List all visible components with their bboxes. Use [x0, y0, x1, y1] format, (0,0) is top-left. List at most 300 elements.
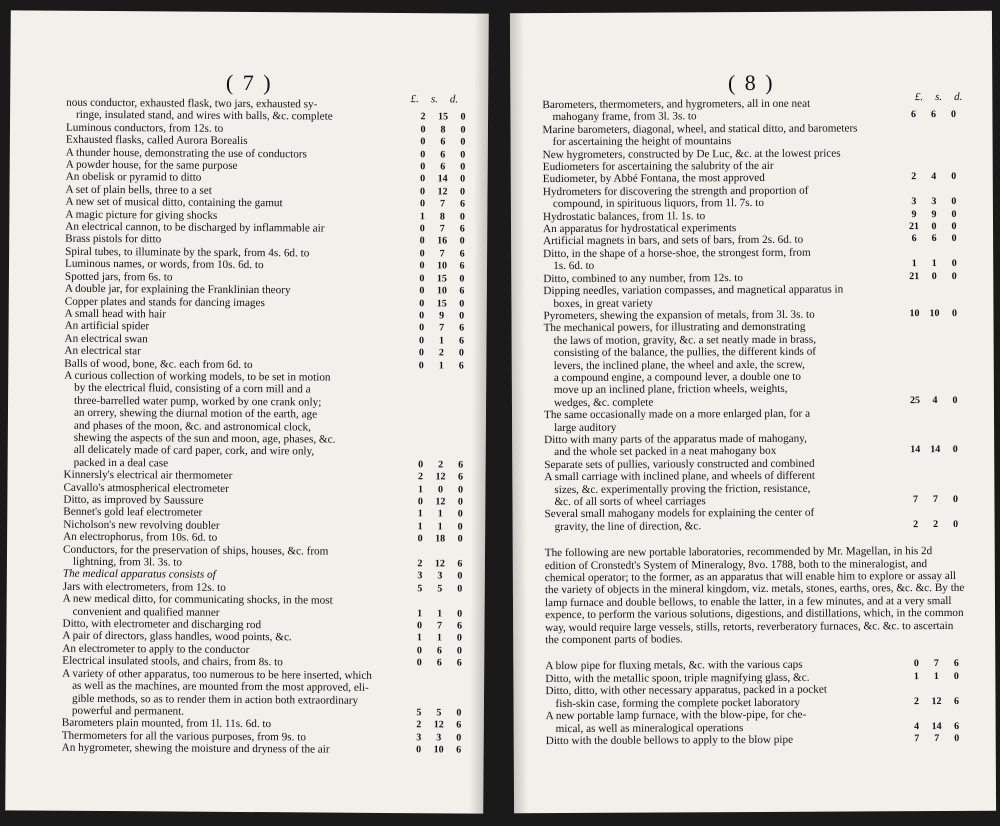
item-price [907, 519, 965, 532]
pence-value: 6 [459, 285, 465, 297]
description-line: An apparatus for hydrostatical experiments [543, 222, 737, 236]
item-price [411, 484, 469, 497]
pounds-value: 2 [416, 719, 422, 731]
pounds-value: 0 [416, 645, 422, 657]
description-line: A new portable lamp furnace, with the blow-pipe, for che- [545, 708, 807, 723]
pounds-value: 1 [913, 671, 919, 683]
description-line: compound, in spirituous liquors, from 1l. 7s. to [552, 197, 764, 211]
pence-value: 0 [460, 173, 466, 185]
item-price [905, 271, 963, 284]
pounds-value: 5 [416, 707, 422, 719]
page-number: ( 8 ) [727, 69, 775, 96]
pence-value: 0 [457, 521, 463, 533]
pence-value: 0 [456, 707, 462, 719]
item-price [413, 223, 471, 236]
description-line: Brass pistols for ditto [65, 233, 162, 246]
shillings-value: 7 [934, 732, 940, 744]
item-price [413, 198, 471, 211]
shillings-value: 1 [438, 359, 444, 371]
item-price [413, 236, 471, 249]
shillings-value: 7 [436, 620, 443, 632]
shillings-value: 3 [436, 732, 442, 744]
pence-value: 6 [954, 720, 960, 732]
description-line: nous conductor, exhausted flask, two jars, exhausted sy- [66, 96, 318, 111]
pence-value: 0 [457, 496, 463, 508]
description-line: Balls of wood, bone, &c. each from 6d. to [64, 357, 253, 371]
pence-value: 0 [459, 235, 465, 247]
pounds-value: 0 [416, 657, 422, 669]
item-price [413, 310, 471, 323]
pence-value: 0 [457, 608, 463, 620]
pence-value: 0 [460, 136, 466, 148]
pounds-value: 1 [419, 210, 425, 222]
item-description [546, 708, 908, 735]
list-item [63, 593, 469, 621]
shillings-value: 12 [435, 471, 446, 483]
list-item [542, 97, 962, 124]
pence-value: 6 [953, 695, 960, 707]
description-line: The medical apparatus consists of [62, 568, 216, 582]
description-line: An artificial spider [64, 320, 150, 333]
description-line: Ditto, combined to any number, from 12s. to [543, 271, 743, 285]
shillings-value: 7 [439, 198, 445, 210]
pence-value: 6 [458, 335, 465, 347]
description-line: and the whole set packed in a neat mahogany box [554, 445, 777, 459]
item-price [905, 233, 963, 246]
item-price [413, 248, 471, 261]
item-description [62, 742, 410, 757]
description-line: Conductors, for the preservation of ships, houses, &c. from [62, 543, 329, 558]
description-line: Copper plates and stands for dancing images [64, 295, 265, 309]
description-line: gravity, the line of direction, &c. [554, 520, 702, 533]
shillings-value: 6 [440, 136, 446, 148]
list-item [543, 283, 963, 310]
pence-value: 0 [951, 208, 957, 220]
pence-value: 0 [951, 233, 957, 245]
pence-header: d. [954, 90, 963, 103]
description-line: Separate sets of pullies, variously constructed and combined [544, 457, 815, 471]
pence-value: 0 [460, 124, 466, 136]
description-line: Kinnersly's electrical air thermometer [63, 468, 233, 483]
page-number: ( 7 ) [225, 69, 273, 96]
shillings-value: 14 [437, 173, 448, 185]
list-item [544, 469, 964, 508]
shillings-value: 1 [931, 258, 937, 270]
pence-value: 6 [456, 719, 462, 731]
pence-value: 0 [951, 196, 957, 208]
description-line: Bennet's gold leaf electrometer [63, 506, 203, 520]
shillings-value: 7 [439, 248, 445, 260]
pence-value: 0 [951, 307, 958, 319]
pounds-value: 2 [911, 171, 917, 183]
description-line: Eudiometer, by Abbé Fontana, the most approved [542, 172, 765, 186]
right-page [510, 11, 996, 814]
item-description [544, 469, 906, 508]
pence-value: 0 [951, 171, 957, 183]
description-line: A powder house, for the same purpose [65, 158, 238, 172]
item-price [908, 720, 966, 733]
description-line: the laws of motion, gravity, &c. a set neatly made in brass, [553, 333, 817, 347]
pence-value: 0 [459, 273, 465, 285]
pence-value: 0 [459, 211, 465, 223]
description-line: Nicholson's new revolving doubler [63, 518, 220, 532]
description-line: sizes, &c. experimentally proving the friction, resistance, [554, 482, 811, 496]
item-price [410, 657, 468, 670]
pounds-value: 0 [418, 458, 424, 471]
pence-value: 6 [459, 322, 465, 334]
description-line: as well as the machines, are mounted from the most approved, eli- [72, 679, 369, 694]
item-description [545, 507, 907, 534]
pounds-value: 0 [419, 297, 425, 309]
list-item [545, 683, 965, 710]
shillings-value: 3 [437, 570, 443, 582]
shillings-value: 12 [434, 558, 445, 570]
item-price [414, 112, 472, 125]
gutter-shadow [469, 14, 489, 814]
pence-value: 6 [457, 558, 463, 570]
pounds-value: 0 [420, 161, 426, 173]
shillings-value: 6 [440, 161, 446, 173]
pence-value: 6 [458, 360, 464, 372]
pounds-value: 3 [417, 570, 423, 582]
shillings-value: 6 [436, 645, 442, 657]
description-line: An electrical star [64, 344, 141, 358]
pence-value: 0 [951, 258, 957, 270]
pounds-value: 21 [909, 221, 920, 233]
item-price [905, 171, 963, 184]
description-line: all delicately made of card paper, cork, and wire only, [73, 444, 315, 458]
pounds-value: 2 [417, 558, 423, 570]
pounds-value: 1 [416, 632, 422, 644]
list-item [63, 543, 469, 571]
shillings-value: 7 [439, 223, 445, 235]
shillings-value: 10 [433, 744, 444, 756]
item-price [908, 733, 966, 746]
pounds-value: 0 [419, 235, 425, 247]
pence-value: 6 [459, 198, 465, 210]
item-price [410, 633, 468, 646]
shillings-value: 12 [433, 719, 444, 731]
description-line: mahogany frame, from 3l. 3s. to [552, 110, 697, 124]
shillings-value: 6 [930, 109, 936, 121]
item-price [410, 719, 468, 732]
description-line: An electrophorus, from 10s. 6d. to [63, 530, 218, 545]
description-line: Ditto with the double bellows to apply to the blow pipe [545, 733, 794, 747]
description-line: Spiral tubes, to illuminate by the spark, from 4s. 6d. to [65, 245, 310, 260]
shillings-value: 0 [437, 483, 444, 495]
description-line: Several small mahogany models for explaining the center of [544, 507, 815, 521]
pounds-value: 6 [911, 233, 917, 245]
shillings-value: 8 [439, 210, 445, 223]
price-list [62, 97, 473, 757]
item-price [412, 347, 470, 360]
shillings-value: 9 [931, 208, 937, 220]
pounds-value: 7 [914, 733, 920, 745]
description-line: An electrical swan [64, 332, 148, 346]
pounds-value: 0 [419, 248, 425, 260]
pounds-value: 1 [417, 521, 423, 533]
description-line: large auditory [554, 421, 617, 434]
pounds-value: 0 [419, 223, 425, 235]
item-price [414, 174, 472, 187]
item-price [411, 558, 469, 571]
item-price [413, 260, 471, 273]
shillings-value: 10 [436, 260, 448, 272]
item-price [414, 124, 472, 137]
pounds-value: 0 [418, 334, 425, 346]
shillings-value: 0 [931, 270, 937, 282]
pounds-value: 0 [419, 322, 425, 334]
description-line: Luminous conductors, from 12s. to [65, 121, 224, 135]
pence-value: 0 [952, 444, 958, 456]
item-price [907, 696, 965, 709]
pounds-value: 1 [417, 483, 424, 495]
pence-value: 0 [458, 347, 464, 359]
item-description [542, 122, 904, 149]
pounds-value: 1 [417, 607, 423, 619]
item-price [413, 322, 471, 335]
description-line: The same occasionally made on a more enlarged plan, for a [543, 407, 811, 422]
pounds-value: 0 [416, 620, 423, 632]
description-line: An electrical cannon, to be discharged by inflammable air [65, 220, 325, 235]
item-price [905, 196, 963, 209]
shillings-value: 3 [931, 196, 937, 208]
shillings-value: 18 [435, 533, 446, 545]
currency-header [915, 91, 963, 103]
description-line: a compound engine, a compound lever, a double one to [553, 370, 802, 384]
description-line: lightning, from 3l. 3s. to [72, 555, 183, 569]
pounds-value: 0 [418, 347, 424, 359]
list-item [64, 370, 471, 472]
description-line: A set of plain bells, three to a set [65, 183, 212, 197]
description-line: An obelisk or pyramid to ditto [65, 171, 202, 185]
description-line: and phases of the moon, &c. and astronomical clock, [73, 419, 311, 434]
pounds-value: 0 [419, 272, 425, 284]
item-price [411, 583, 469, 596]
item-price [412, 459, 470, 472]
item-price [413, 211, 471, 224]
item-price [413, 298, 471, 311]
laboratory-paragraph: The following are new portable laboratories, recommended by Mr. Magellan, in his 2d edition of Cronstedt's System of Mineralogy, 8vo. 1788, both to the mineralogist, and chemical operator; to the former, as an apparatus that will enable him to explore or assay all the variety of objects in the mineral kingdom, viz. metals, stones, earths, ores, &c. &c. By the lamp furnace and double bellows, to enable the latter, in a few minutes, and at a very small expence, to perform the various solutions, digestions, and distillations, which, in the common way, would require large vessels, stills, retorts, reverberatory furnaces, &c. &c. to ascertain the component parts of bodies. [544, 545, 965, 647]
shillings-header: s. [935, 91, 943, 104]
pounds-value: 7 [912, 494, 918, 506]
pence-value: 0 [953, 518, 959, 530]
pence-value: 6 [456, 620, 463, 632]
pence-value: 0 [460, 161, 466, 173]
description-line: Marine barometers, diagonal, wheel, and statical ditto, and barometers [542, 122, 858, 136]
description-line: A new medical ditto, for communicating shocks, in the most [62, 592, 333, 607]
pounds-value: 0 [420, 186, 426, 198]
item-price [414, 161, 472, 174]
list-item [546, 708, 966, 735]
shillings-value: 12 [931, 695, 942, 707]
shillings-value: 9 [439, 310, 445, 322]
description-line: An hygrometer, shewing the moisture and dryness of the air [61, 741, 330, 756]
pence-value: 6 [456, 657, 462, 669]
shillings-value: 6 [440, 148, 446, 161]
shillings-value: 12 [435, 496, 446, 508]
item-price [414, 136, 472, 149]
shillings-value: 15 [438, 111, 449, 123]
description-line: levers, the inclined plane, the wheel and axle, the screw, [553, 358, 805, 372]
pounds-value: 0 [420, 124, 426, 136]
description-line: consisting of the balance, the pullies, the different kinds of [553, 345, 817, 360]
item-price [411, 496, 469, 509]
list-item [62, 742, 468, 757]
item-description [543, 184, 905, 211]
shillings-value: 2 [438, 347, 444, 359]
pence-value: 6 [456, 744, 462, 756]
description-line: convenient and qualified manner [72, 605, 220, 619]
pounds-value: 0 [419, 310, 425, 322]
shillings-value: 7 [933, 658, 939, 670]
description-line: An electrometer to apply to the conductor [62, 642, 250, 656]
item-price [410, 707, 468, 720]
description-line: A small head with hair [64, 307, 167, 321]
description-line: Electrical insulated stools, and chairs, from 8s. to [62, 654, 283, 669]
pounds-value: 0 [420, 148, 426, 160]
description-line: boxes, in great variety [553, 297, 653, 310]
shillings-value: 16 [437, 235, 448, 247]
item-price [905, 209, 963, 222]
item-price [906, 444, 964, 457]
description-line: Hydrostatic balances, from 1l. 1s. to [542, 209, 706, 223]
pounds-value: 21 [909, 270, 920, 282]
pounds-value: 5 [417, 583, 423, 595]
item-price [905, 258, 963, 271]
shillings-value: 1 [438, 335, 445, 347]
pence-value: 0 [456, 632, 462, 644]
description-line: A thunder house, demonstrating the use of conductors [65, 146, 307, 161]
item-price [412, 335, 470, 348]
list-item [544, 320, 964, 409]
pence-value: 6 [458, 459, 464, 471]
currency-header [411, 93, 459, 105]
item-description [63, 593, 411, 620]
item-price [411, 571, 469, 584]
shillings-value: 12 [437, 186, 448, 198]
description-line: Ditto, with electrometer and discharging rod [62, 617, 262, 632]
item-price [413, 186, 471, 199]
shillings-value: 1 [437, 607, 443, 620]
list-item [62, 667, 468, 719]
shillings-value: 7 [439, 322, 445, 334]
item-price [906, 395, 964, 408]
pounds-value: 2 [913, 518, 919, 530]
pounds-value: 2 [420, 111, 426, 123]
shillings-value: 2 [438, 459, 444, 471]
description-line: A double jar, for explaining the Franklinian theory [64, 282, 291, 297]
shillings-value: 0 [931, 221, 937, 233]
pounds-value: 6 [910, 109, 916, 121]
shillings-value: 8 [440, 124, 446, 136]
description-line: A small carriage with inclined plane, and wheels of different [544, 469, 816, 484]
pounds-value: 0 [420, 173, 426, 185]
description-line: gible methods, so as to render them in action both extraordinary [71, 692, 359, 707]
item-price [413, 273, 471, 286]
pence-value: 0 [459, 297, 465, 310]
description-line: The mechanical powers, for illustrating and demonstrating [543, 321, 806, 335]
item-price [410, 620, 468, 633]
description-line: Exhausted flasks, called Aurora Borealis [65, 133, 248, 148]
list-item [546, 733, 966, 748]
pounds-value: 0 [419, 198, 425, 210]
description-line: A new set of musical ditto, containing the gamut [65, 195, 283, 210]
pounds-value: 0 [419, 285, 425, 297]
item-price [411, 521, 469, 534]
item-price [904, 109, 962, 122]
description-line: A pair of directors, glass handles, wood points, &c. [62, 630, 292, 644]
description-line: move up an inclined plane, friction wheels, weights, [553, 383, 788, 397]
list-item [544, 432, 964, 459]
description-line: Ditto with many parts of the apparatus made of mahogany, [544, 432, 807, 447]
pence-value: 0 [457, 533, 463, 545]
item-description [542, 97, 904, 124]
pounds-header: £. [410, 93, 419, 106]
list-item [543, 184, 963, 211]
description-line: wedges, &c. complete [553, 396, 654, 409]
item-price [410, 645, 468, 658]
description-line: Thermometers for all the various purposes, from 9s. to [61, 729, 306, 744]
shillings-value: 1 [436, 632, 442, 644]
item-price [414, 149, 472, 162]
item-price [906, 494, 964, 507]
pence-value: 0 [954, 732, 960, 744]
item-description [543, 246, 905, 273]
pence-value: 0 [952, 394, 958, 406]
pence-value: 0 [952, 493, 958, 505]
shillings-value: 14 [930, 444, 941, 456]
description-line: by the electrical fluid, consisting of a corn mill and a [74, 382, 311, 396]
pence-value: 0 [950, 109, 956, 121]
description-line: packed in a deal case [73, 456, 169, 470]
item-description [544, 407, 906, 434]
pence-value: 6 [458, 471, 464, 483]
description-line: shewing the aspects of the sun and moon, age, phases, &c. [73, 431, 336, 446]
description-line: three-barrelled water pump, worked by one crank only; [74, 394, 322, 409]
shillings-value: 10 [436, 285, 447, 297]
pounds-header: £. [914, 91, 924, 104]
item-description [62, 667, 410, 719]
pence-value: 0 [460, 186, 466, 198]
price-list [545, 658, 965, 747]
pounds-value: 25 [909, 394, 920, 406]
pence-value: 6 [459, 248, 465, 260]
pounds-value: 4 [914, 720, 920, 732]
list-item [542, 122, 962, 149]
item-price [410, 744, 468, 757]
shillings-value: 1 [437, 521, 443, 533]
description-line: A blow pipe for fluxing metals, &c. with the various caps [545, 659, 803, 673]
shillings-value: 4 [931, 171, 937, 183]
item-price [413, 285, 471, 298]
pounds-value: 0 [418, 359, 424, 371]
pounds-value: 0 [419, 260, 425, 272]
description-line: A variety of other apparatus, too numerous to be here inserted, which [62, 667, 372, 682]
description-line: ringe, insulated stand, and wires with balls, &c. complete [76, 109, 333, 123]
shillings-value: 1 [437, 508, 443, 520]
description-line: Ditto, with the metallic spoon, triple magnifying glass, &c. [545, 671, 810, 685]
pounds-value: 0 [913, 658, 919, 670]
item-description [63, 543, 411, 570]
item-price [905, 308, 963, 321]
item-price [412, 471, 470, 484]
description-line: Artificial magnets in bars, and sets of bars, from 2s. 6d. to [543, 234, 804, 248]
pounds-value: 2 [418, 471, 424, 483]
description-line: Barometers, thermometers, and hygrometers, all in one neat [542, 97, 811, 112]
description-line: A curious collection of working models, to be set in motion [64, 369, 331, 384]
pence-value: 0 [460, 149, 466, 161]
